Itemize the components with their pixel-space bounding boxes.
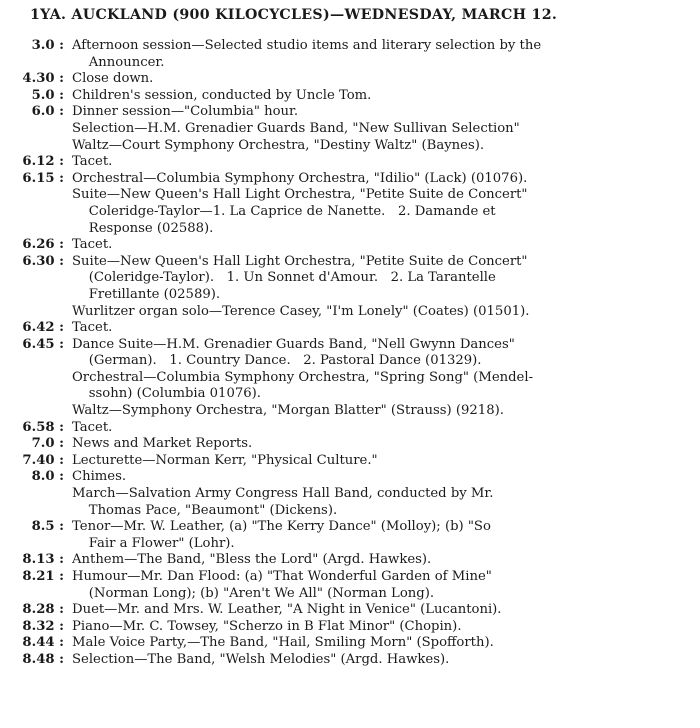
schedule-entry bbox=[0, 337, 700, 420]
entry-time: 7.40 : bbox=[22, 452, 64, 468]
entry-text-line: Response (02588). bbox=[72, 220, 214, 236]
entry-text-line: Tacet. bbox=[72, 419, 113, 435]
entry-text-line: March—Salvation Army Congress Hall Band, conducted by Mr. bbox=[72, 486, 494, 502]
entry-time: 6.45 : bbox=[22, 336, 64, 352]
entry-text-line: Dinner session—"Columbia" hour. bbox=[72, 104, 299, 120]
entry-text-line: Waltz—Symphony Orchestra, "Morgan Blatter" (Strauss) (9218). bbox=[72, 403, 504, 419]
entry-time: 6.15 : bbox=[22, 170, 64, 186]
entry-time: 6.30 : bbox=[22, 253, 64, 269]
entry-text-line: Fair a Flower" (Lohr). bbox=[72, 535, 235, 551]
entry-text-line: Orchestral—Columbia Symphony Orchestra, "Idilio" (Lack) (01076). bbox=[72, 170, 528, 186]
entry-text-line: Waltz—Court Symphony Orchestra, "Destiny Waltz" (Baynes). bbox=[72, 137, 485, 153]
schedule-entry bbox=[0, 569, 700, 602]
entry-time: 3.0 : bbox=[31, 38, 64, 53]
schedule-entry bbox=[0, 254, 700, 320]
entry-text-line: (Coleridge-Taylor). 1. Un Sonnet d'Amour. 2. La Tarantelle bbox=[72, 270, 496, 286]
entry-time: 6.12 : bbox=[22, 154, 64, 170]
entry-text-line: Tenor—Mr. W. Leather, (a) "The Kerry Dance" (Molloy); (b) "So bbox=[72, 519, 491, 535]
entry-text-line: News and Market Reports. bbox=[72, 436, 253, 452]
entry-text-line: (Norman Long); (b) "Aren't We All" (Norman Long). bbox=[72, 585, 435, 601]
entry-text-line: Anthem—The Band, "Bless the Lord" (Argd. Hawkes). bbox=[72, 552, 432, 568]
entry-text-line: Humour—Mr. Dan Flood: (a) "That Wonderful Garden of Mine" bbox=[72, 569, 492, 584]
entry-text-line: Lecturette—Norman Kerr, "Physical Culture." bbox=[72, 452, 378, 468]
entry-text-line: Afternoon session—Selected studio items and literary selection by the bbox=[72, 38, 542, 53]
entry-time: 8.28 : bbox=[22, 602, 64, 618]
schedule-entry bbox=[0, 436, 700, 453]
entry-text-line: Close down. bbox=[72, 71, 154, 87]
schedule-entry bbox=[0, 88, 700, 105]
entry-time: 6.42 : bbox=[22, 320, 64, 336]
schedule-entry bbox=[0, 237, 700, 254]
schedule-entry bbox=[0, 171, 700, 237]
schedule-entry bbox=[0, 469, 700, 519]
entry-text-line: Selection—H.M. Grenadier Guards Band, "New Sullivan Selection" bbox=[72, 120, 520, 136]
entry-text-line: (German). 1. Country Dance. 2. Pastoral Dance (01329). bbox=[72, 353, 482, 369]
schedule-entry bbox=[0, 420, 700, 437]
schedule-entry bbox=[0, 552, 700, 569]
entry-time: 8.0 : bbox=[31, 469, 64, 485]
schedule-entry bbox=[0, 38, 700, 71]
entry-time: 6.0 : bbox=[31, 104, 64, 120]
entry-time: 8.21 : bbox=[22, 569, 64, 584]
schedule-entry bbox=[0, 453, 700, 470]
entry-text-line: Fretillante (02589). bbox=[72, 286, 221, 302]
entry-time: 8.5 : bbox=[31, 519, 64, 535]
entry-text-line: Announcer. bbox=[72, 54, 165, 70]
program-schedule bbox=[0, 38, 700, 728]
schedule-entry bbox=[0, 635, 700, 652]
schedule-entry bbox=[0, 619, 700, 636]
schedule-entry bbox=[0, 104, 700, 154]
entry-time: 4.30 : bbox=[22, 71, 64, 87]
entry-text-line: Tacet. bbox=[72, 154, 113, 170]
entry-text-line: Tacet. bbox=[72, 237, 113, 253]
entry-text-line: Suite—New Queen's Hall Light Orchestra, "Petite Suite de Concert" bbox=[72, 253, 528, 269]
entry-text-line: Duet—Mr. and Mrs. W. Leather, "A Night in Venice" (Lucantoni). bbox=[72, 602, 502, 618]
schedule-entry bbox=[0, 602, 700, 619]
entry-time: 6.58 : bbox=[22, 419, 64, 435]
schedule-entry bbox=[0, 154, 700, 171]
entry-time: 8.13 : bbox=[22, 552, 64, 568]
entry-text-line: Wurlitzer organ solo—Terence Casey, "I'm Lonely" (Coates) (01501). bbox=[72, 303, 530, 319]
entry-text-line: Thomas Pace, "Beaumont" (Dickens). bbox=[72, 502, 338, 518]
entry-text-line: Orchestral—Columbia Symphony Orchestra, "Spring Song" (Mendel- bbox=[72, 369, 534, 385]
entry-time: 5.0 : bbox=[31, 87, 64, 103]
schedule-entry bbox=[0, 320, 700, 337]
entry-text-line: Coleridge-Taylor—1. La Caprice de Nanette. 2. Damande et bbox=[72, 203, 496, 219]
schedule-entry bbox=[0, 71, 700, 88]
entry-time: 8.32 : bbox=[22, 618, 64, 634]
entry-time: 8.44 : bbox=[22, 635, 64, 651]
entry-text-line: Dance Suite—H.M. Grenadier Guards Band, "Nell Gwynn Dances" bbox=[72, 336, 515, 352]
entry-time: 8.48 : bbox=[22, 651, 64, 667]
entry-time: 6.26 : bbox=[22, 237, 64, 253]
entry-text-line: Chimes. bbox=[72, 469, 127, 485]
entry-time: 7.0 : bbox=[31, 436, 64, 452]
entry-text-line: Suite—New Queen's Hall Light Orchestra, "Petite Suite de Concert" bbox=[72, 187, 528, 203]
entry-text-line: Male Voice Party,—The Band, "Hail, Smiling Morn" (Spofforth). bbox=[72, 635, 494, 651]
schedule-entry bbox=[0, 652, 700, 669]
entry-text-line: Tacet. bbox=[72, 320, 113, 336]
entry-text-line: Children's session, conducted by Uncle Tom. bbox=[72, 87, 372, 103]
page-title: 1YA. AUCKLAND (900 KILOCYCLES)—WEDNESDAY, MARCH 12. bbox=[30, 7, 558, 23]
entry-text-line: Piano—Mr. C. Towsey, "Scherzo in B Flat Minor" (Chopin). bbox=[72, 618, 462, 634]
entry-text-line: ssohn) (Columbia 01076). bbox=[72, 386, 261, 402]
entry-text-line: Selection—The Band, "Welsh Melodies" (Argd. Hawkes). bbox=[72, 651, 450, 667]
schedule-entry bbox=[0, 519, 700, 552]
